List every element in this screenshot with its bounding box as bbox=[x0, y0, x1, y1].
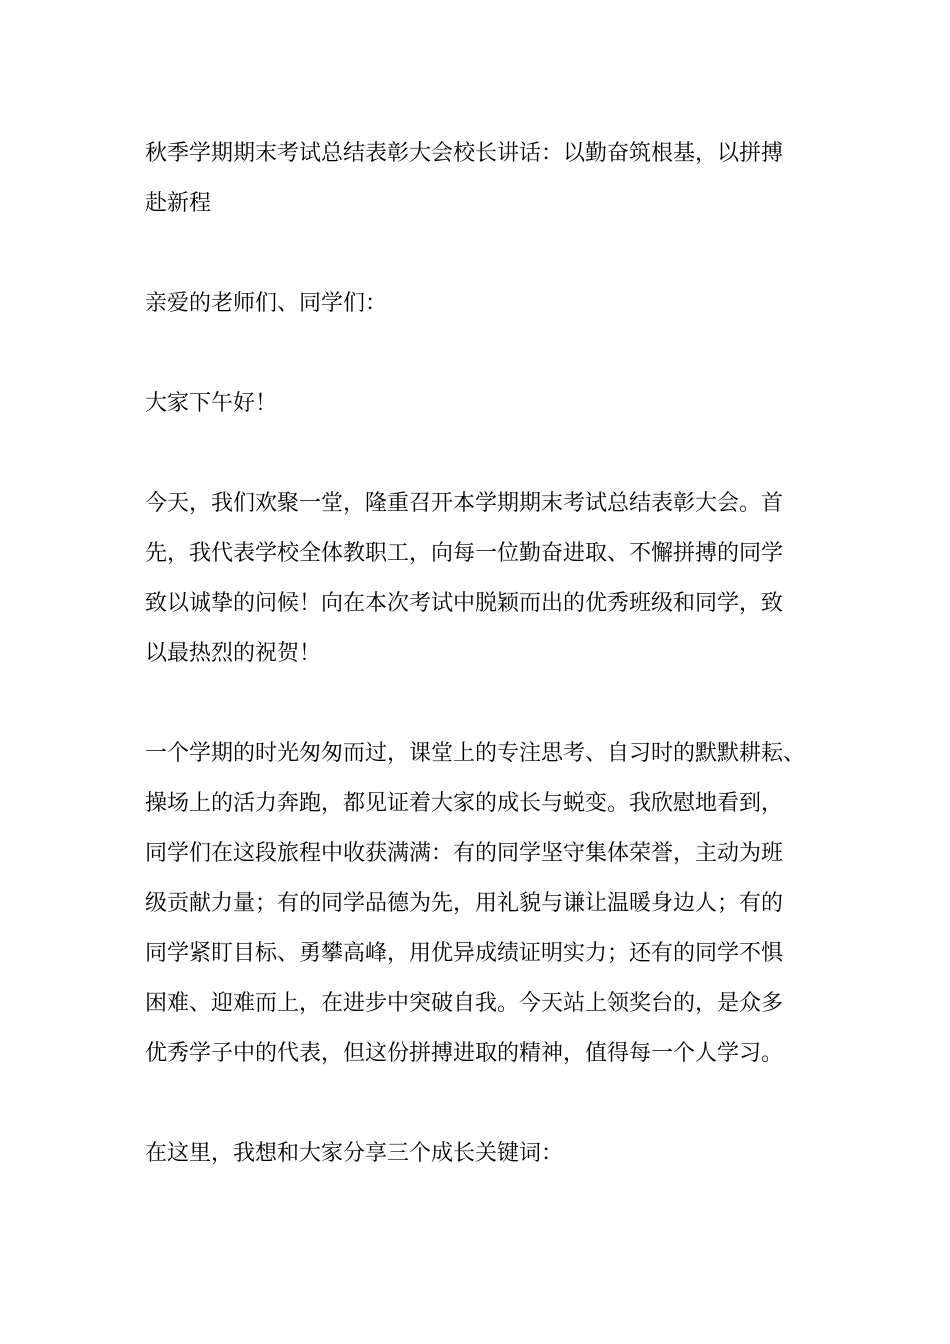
paragraph-line: 在这里，我想和大家分享三个成长关键词： bbox=[145, 1141, 564, 1166]
paragraph-opening bbox=[145, 479, 825, 679]
paragraph-line: 先，我代表学校全体教职工，向每一位勤奋进取、不懈拼搏的同学 bbox=[145, 541, 784, 566]
document-title bbox=[145, 129, 825, 229]
paragraph-line: 同学们在这段旅程中收获满满：有的同学坚守集体荣誉，主动为班 bbox=[145, 841, 784, 866]
greeting bbox=[145, 279, 825, 329]
salutation-line: 大家下午好！ bbox=[145, 391, 278, 416]
paragraph-line: 今天，我们欢聚一堂，隆重召开本学期期末考试总结表彰大会。首 bbox=[145, 491, 784, 516]
paragraph-line: 操场上的活力奔跑，都见证着大家的成长与蜕变。我欣慰地看到， bbox=[145, 791, 784, 816]
paragraph-review bbox=[145, 729, 825, 1079]
paragraph-line: 困难、迎难而上，在进步中突破自我。今天站上领奖台的，是众多 bbox=[145, 991, 784, 1016]
title-line: 赴新程 bbox=[145, 191, 212, 216]
paragraph-keywords-intro bbox=[145, 1129, 825, 1179]
document-body bbox=[145, 129, 825, 1229]
paragraph-line: 以最热烈的祝贺！ bbox=[145, 641, 322, 666]
paragraph-line: 优秀学子中的代表，但这份拼搏进取的精神，值得每一个人学习。 bbox=[145, 1041, 784, 1066]
paragraph-line: 致以诚挚的问候！向在本次考试中脱颖而出的优秀班级和同学，致 bbox=[145, 591, 784, 616]
paragraph-line: 一个学期的时光匆匆而过，课堂上的专注思考、自习时的默默耕耘、 bbox=[145, 741, 806, 766]
paragraph-line: 同学紧盯目标、勇攀高峰，用优异成绩证明实力；还有的同学不惧 bbox=[145, 941, 784, 966]
paragraph-line: 级贡献力量；有的同学品德为先，用礼貌与谦让温暖身边人；有的 bbox=[145, 891, 784, 916]
salutation bbox=[145, 379, 825, 429]
greeting-line: 亲爱的老师们、同学们： bbox=[145, 291, 388, 316]
title-line: 秋季学期期末考试总结表彰大会校长讲话：以勤奋筑根基，以拼搏 bbox=[145, 141, 784, 166]
